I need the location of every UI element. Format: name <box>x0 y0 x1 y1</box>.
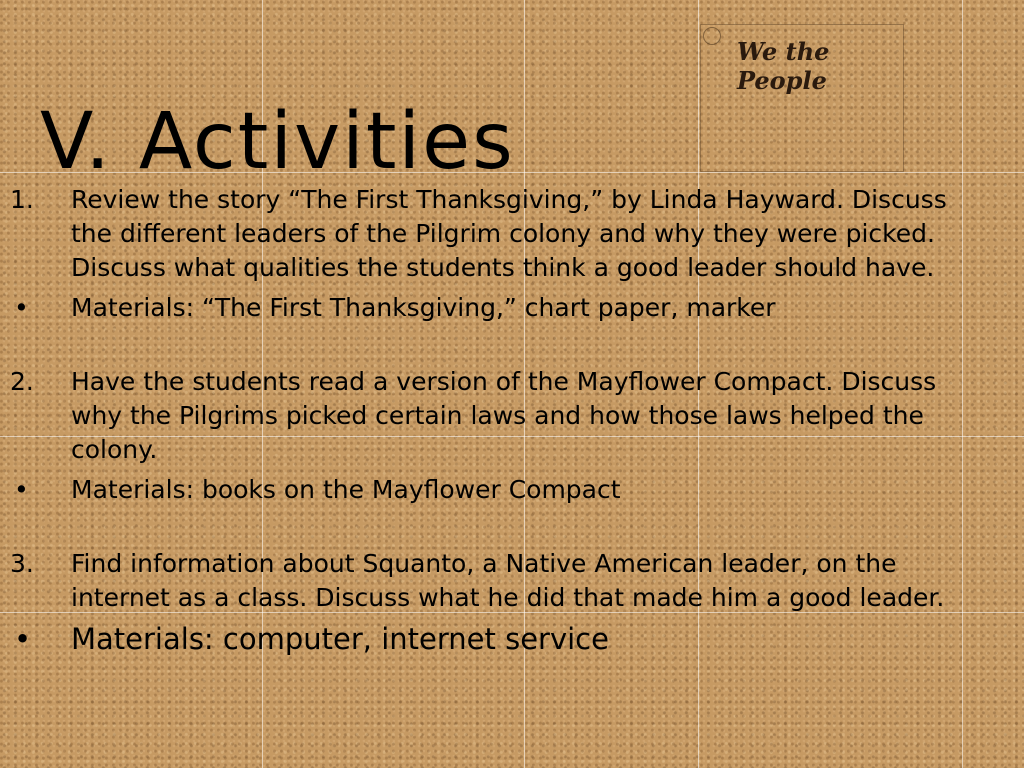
bullet-marker: • <box>14 293 29 322</box>
activity-item <box>0 547 990 615</box>
list-number: 1. <box>10 185 34 214</box>
materials-text: Materials: computer, internet service <box>71 622 609 656</box>
bullet-marker: • <box>14 475 29 504</box>
materials-item <box>0 473 990 507</box>
materials-item <box>0 619 990 659</box>
activity-item <box>0 365 990 467</box>
activity-item <box>0 183 990 285</box>
list-number: 3. <box>10 549 34 578</box>
list-number: 2. <box>10 367 34 396</box>
materials-text: Materials: “The First Thanksgiving,” chart paper, marker <box>71 293 776 322</box>
activity-list <box>0 183 990 659</box>
activity-text: Have the students read a version of the Mayflower Compact. Discuss why the Pilgrims picked certain laws and how those laws helped the colony. <box>71 367 937 464</box>
seal-icon <box>703 27 721 45</box>
activity-text: Review the story “The First Thanksgiving,” by Linda Hayward. Discuss the different leaders of the Pilgrim colony and why they were picked. Discuss what qualities the students think a good leader should have. <box>71 185 947 282</box>
activity-text: Find information about Squanto, a Native American leader, on the internet as a class. Discuss what he did that made him a good leader. <box>71 549 945 612</box>
we-the-people-logo <box>700 24 904 172</box>
slide-title: V. Activities <box>40 97 515 188</box>
bullet-marker: • <box>14 622 32 656</box>
logo-text: We the People <box>737 37 830 95</box>
materials-item <box>0 291 990 325</box>
materials-text: Materials: books on the Mayflower Compact <box>71 475 621 504</box>
